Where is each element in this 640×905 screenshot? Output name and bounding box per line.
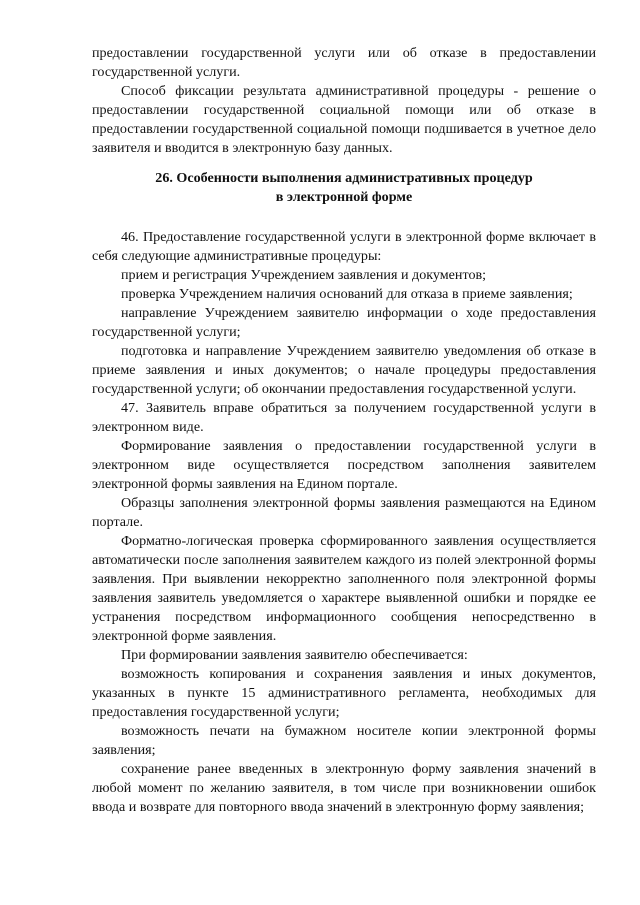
paragraph: Формирование заявления о предоставлении государственной услуги в электронном виде осуществляется посредством заполнения заявителем электронной формы заявления на Едином портале. [92, 438, 596, 492]
section-body [92, 228, 596, 817]
paragraph-continuation: предоставлении государственной услуги или об отказе в предоставлении государственной услуги. [92, 45, 596, 80]
paragraph: Форматно-логическая проверка сформированного заявления осуществляется автоматически после заполнения заявителем каждого из полей электронной формы заявления. При выявлении некорректно заполненного поля электронной формы заявления заявитель уведомляется о характере выявленной ошибки и порядке ее устранения посредством информационного сообщения непосредственно в электронной форме заявления. [92, 533, 596, 644]
paragraph: 46. Предоставление государственной услуги в электронной форме включает в себя следующие административные процедуры: [92, 229, 596, 264]
paragraph: проверка Учреждением наличия оснований для отказа в приеме заявления; [121, 286, 573, 302]
paragraph: подготовка и направление Учреждением заявителю уведомления об отказе в приеме заявления и иных документов; о начале процедуры предоставления государственной услуги; об окончании предоставления государственной услуги. [92, 343, 596, 397]
paragraph-fixation-method: Способ фиксации результата административной процедуры - решение о предоставлении государственной социальной помощи или об отказе в предоставлении государственной социальной помощи подшивается в учетное дело заявителя и вводится в электронную базу данных. [92, 83, 596, 156]
document-page [92, 44, 596, 817]
paragraph: Образцы заполнения электронной формы заявления размещаются на Едином портале. [92, 495, 596, 530]
paragraph: сохранение ранее введенных в электронную форму заявления значений в любой момент по желанию заявителя, в том числе при возникновении ошибок ввода и возврате для повторного ввода значений в электронную форму заявления; [92, 761, 596, 815]
section-heading-line-1: 26. Особенности выполнения административных процедур [155, 170, 533, 186]
paragraph: При формировании заявления заявителю обеспечивается: [121, 647, 468, 663]
paragraph: возможность печати на бумажном носителе копии электронной формы заявления; [92, 723, 596, 758]
paragraph: возможность копирования и сохранения заявления и иных документов, указанных в пункте 15 административного регламента, необходимых для предоставления государственной услуги; [92, 666, 596, 720]
paragraph: направление Учреждением заявителю информации о ходе предоставления государственной услуги; [92, 305, 596, 340]
paragraph: 47. Заявитель вправе обратиться за получением государственной услуги в электронном виде. [92, 400, 596, 435]
paragraph: прием и регистрация Учреждением заявления и документов; [121, 267, 487, 283]
section-heading-line-2: в электронной форме [275, 189, 413, 205]
section-heading [92, 169, 596, 207]
